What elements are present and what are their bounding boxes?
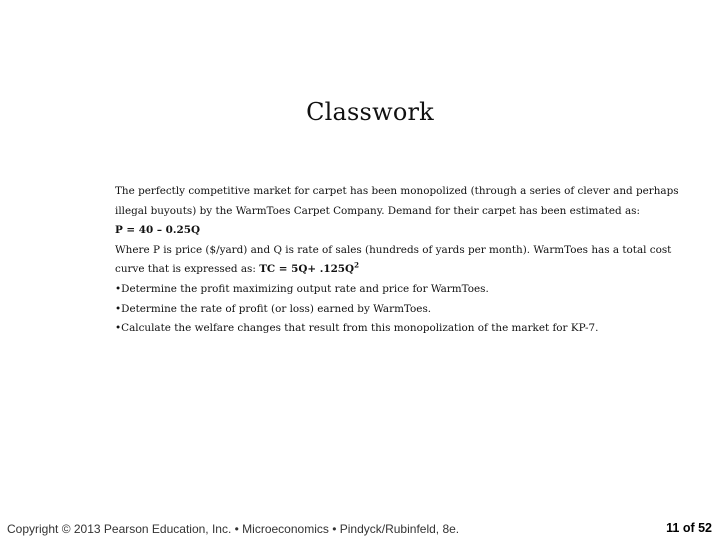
page-number: [666, 521, 712, 535]
cost-equation-text: TC = 5Q+ .125Q: [259, 263, 355, 276]
page-total: 52: [698, 521, 712, 535]
page-current: 11: [666, 521, 680, 535]
body-paragraph-1-line-2: illegal buyouts) by the WarmToes Carpet Company. Demand for their carpet has been estimated as:: [115, 204, 641, 217]
body-paragraph-2-line-2: [115, 260, 685, 280]
bullet-item: •Determine the rate of profit (or loss) earned by WarmToes.: [115, 302, 432, 315]
bullet-item: •Determine the profit maximizing output rate and price for WarmToes.: [115, 282, 489, 295]
demand-equation: P = 40 – 0.25Q: [115, 224, 201, 237]
body-paragraph-1-line-1: The perfectly competitive market for carpet has been monopolized (through a series of clever and perhaps: [115, 185, 679, 197]
slide-body: [115, 182, 685, 339]
footer-copyright: Copyright © 2013 Pearson Education, Inc. • Microeconomics • Pindyck/Rubinfeld, 8e.: [7, 522, 460, 536]
cost-curve-intro: curve that is expressed as:: [115, 263, 260, 276]
cost-equation-exponent: 2: [354, 260, 359, 270]
cost-equation: [259, 260, 359, 276]
bullet-item: •Calculate the welfare changes that result from this monopolization of the market for KP-7.: [115, 322, 599, 335]
page-of-label: of: [679, 521, 699, 535]
body-paragraph-2-line-1: Where P is price ($/yard) and Q is rate of sales (hundreds of yards per month). WarmToes has a total cost: [115, 243, 672, 256]
slide-title: Classwork: [306, 98, 434, 126]
